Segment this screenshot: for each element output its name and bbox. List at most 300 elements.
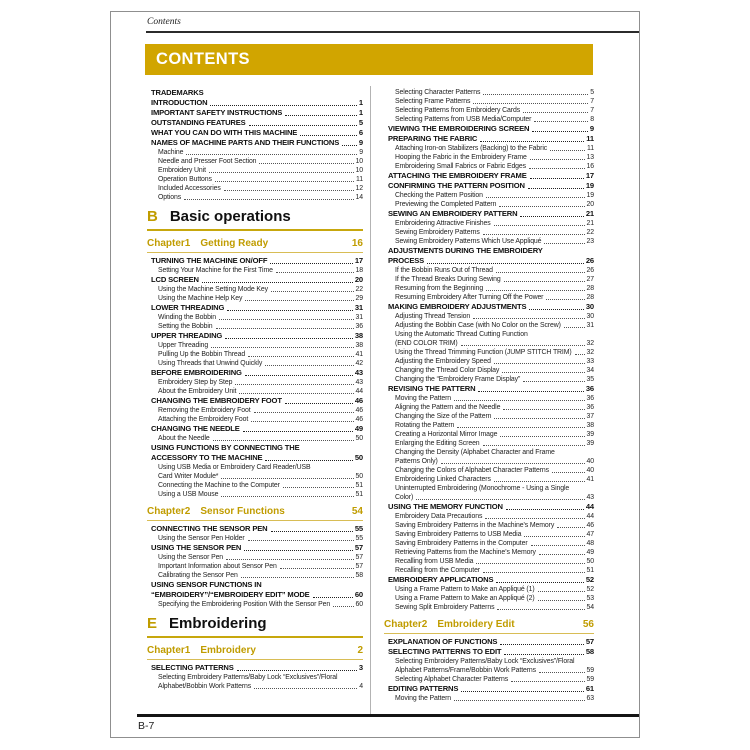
toc-sub-entry xyxy=(384,115,594,124)
toc-entry-row xyxy=(158,157,363,166)
toc-entry-row xyxy=(395,312,594,321)
toc-leader-dots xyxy=(227,310,353,311)
toc-entry-label: REVISING THE PATTERN xyxy=(388,384,476,393)
toc-sub-entry xyxy=(147,175,363,184)
toc-entry-row xyxy=(151,368,363,378)
toc-sub-entry xyxy=(384,275,594,284)
toc-page-number: 9 xyxy=(589,124,594,133)
toc-main-entry xyxy=(147,663,363,673)
toc-entry-label: BEFORE EMBROIDERING xyxy=(151,368,242,377)
toc-page-number: 46 xyxy=(355,407,363,414)
toc-entry-label: About the Embroidery Unit xyxy=(158,388,237,395)
toc-page-number: 10 xyxy=(355,158,363,165)
toc-sub-entry xyxy=(384,603,594,612)
toc-sub-entry xyxy=(384,657,594,675)
toc-entry-label: Specifying the Embroidering Position With the Sensor Pen xyxy=(158,601,331,608)
toc-entry-label: Aligning the Pattern and the Needle xyxy=(395,404,501,411)
toc-entry-row xyxy=(158,285,363,294)
toc-sub-entry xyxy=(384,466,594,475)
toc-page-number: 26 xyxy=(585,256,594,265)
toc-leader-dots xyxy=(575,354,585,355)
toc-page-number: 23 xyxy=(586,238,594,245)
toc-entry-label: Using a Frame Pattern to Make an Appliqué (1) xyxy=(395,586,535,593)
toc-leader-dots xyxy=(523,112,588,113)
toc-sub-entry xyxy=(147,415,363,424)
toc-entry-row xyxy=(395,512,594,521)
toc-entry-row xyxy=(388,647,594,657)
toc-page-number: 50 xyxy=(354,453,363,462)
toc-entry-label: Embroidering Small Fabrics or Fabric Edges xyxy=(395,163,526,170)
toc-sub-entry xyxy=(384,106,594,115)
toc-page-number: 26 xyxy=(586,267,594,274)
toc-sub-entry xyxy=(147,434,363,443)
chapter-page-number: 2 xyxy=(357,645,363,656)
toc-entry-line: USING SENSOR FUNCTIONS IN xyxy=(151,580,262,589)
toc-entry-label: Calibrating the Sensor Pen xyxy=(158,572,238,579)
toc-entry-label: Checking the Pattern Position xyxy=(395,192,483,199)
toc-leader-dots xyxy=(221,496,353,497)
toc-page-number: 37 xyxy=(586,413,594,420)
toc-page-number: 1 xyxy=(358,108,363,117)
toc-leader-dots xyxy=(502,372,584,373)
toc-page-number: 29 xyxy=(355,295,363,302)
toc-leader-dots xyxy=(496,582,583,583)
toc-entry-row xyxy=(158,481,363,490)
toc-leader-dots xyxy=(494,481,585,482)
toc-leader-dots xyxy=(473,103,588,104)
toc-leader-dots xyxy=(530,178,584,179)
toc-main-entry xyxy=(147,303,363,313)
toc-entry-row xyxy=(158,166,363,175)
toc-entry-row xyxy=(388,134,594,144)
toc-sub-entry xyxy=(147,193,363,202)
toc-entry-row xyxy=(158,387,363,396)
toc-sub-entry xyxy=(147,359,363,368)
toc-entry-label: Hooping the Fabric in the Embroidery Frame xyxy=(395,154,527,161)
toc-page-number: 38 xyxy=(354,331,363,340)
manual-page xyxy=(110,11,640,738)
toc-main-entry xyxy=(384,171,594,181)
toc-leader-dots xyxy=(271,531,353,532)
toc-entry-label: Resuming from the Beginning xyxy=(395,285,484,292)
toc-leader-dots xyxy=(485,518,584,519)
toc-leader-dots xyxy=(483,445,585,446)
toc-main-entry xyxy=(147,543,363,553)
toc-main-entry xyxy=(147,98,363,108)
toc-main-entry xyxy=(384,209,594,219)
toc-page-number: 21 xyxy=(586,220,594,227)
toc-entry-label: Moving the Pattern xyxy=(395,395,452,402)
toc-leader-dots xyxy=(478,391,583,392)
toc-sub-entry xyxy=(384,594,594,603)
toc-sub-entry xyxy=(147,463,363,481)
toc-leader-dots xyxy=(244,550,353,551)
toc-entry-label: Creating a Horizontal Mirror Image xyxy=(395,431,498,438)
toc-entry-label: Embroidering Attractive Finishes xyxy=(395,220,491,227)
toc-sub-entry xyxy=(384,266,594,275)
toc-page-number: 46 xyxy=(354,396,363,405)
toc-page-number: 54 xyxy=(586,604,594,611)
toc-sub-entry xyxy=(384,521,594,530)
toc-entry-row xyxy=(395,439,594,448)
toc-leader-dots xyxy=(457,427,584,428)
toc-page-number: 50 xyxy=(355,473,363,480)
toc-leader-dots xyxy=(524,536,584,537)
toc-entry-row xyxy=(151,396,363,406)
toc-entry-line: Using USB Media or Embroidery Card Reader/USB xyxy=(158,464,311,471)
toc-entry-row xyxy=(388,684,594,694)
toc-entry-label: Alphabet/Bobbin Work Patterns xyxy=(158,683,252,690)
toc-page-number: 36 xyxy=(586,404,594,411)
toc-entry-label: Color) xyxy=(395,494,414,501)
chapter-name: Chapter2 xyxy=(384,619,428,630)
toc-sub-entry xyxy=(384,330,594,348)
toc-page-number: 28 xyxy=(586,294,594,301)
toc-entry-row xyxy=(395,675,594,684)
toc-leader-dots xyxy=(221,478,353,479)
toc-entry-label: EXPLANATION OF FUNCTIONS xyxy=(388,637,498,646)
toc-entry-label: MAKING EMBROIDERY ADJUSTMENTS xyxy=(388,302,527,311)
toc-entry-row xyxy=(388,575,594,585)
toc-leader-dots xyxy=(213,440,354,441)
toc-main-entry xyxy=(384,134,594,144)
toc-main-entry xyxy=(147,108,363,118)
toc-leader-dots xyxy=(283,487,354,488)
toc-leader-dots xyxy=(531,545,585,546)
toc-main-entry xyxy=(147,524,363,534)
toc-leader-dots xyxy=(313,597,353,598)
toc-entry-label: Changing the Size of the Pattern xyxy=(395,413,492,420)
toc-leader-dots xyxy=(520,216,583,217)
toc-sub-entry xyxy=(384,512,594,521)
toc-entry-label: CHANGING THE EMBROIDERY FOOT xyxy=(151,396,282,405)
toc-entry-row xyxy=(395,219,594,228)
toc-entry-line: Using the Automatic Thread Cutting Function xyxy=(395,331,528,338)
toc-sub-entry xyxy=(384,394,594,403)
toc-main-entry xyxy=(147,256,363,266)
toc-entry-line: Selecting Embroidery Patterns/Baby Lock “Exclusives”/Floral xyxy=(158,674,338,681)
toc-leader-dots xyxy=(494,418,584,419)
toc-entry-row xyxy=(151,128,363,138)
toc-entry-row xyxy=(395,200,594,209)
toc-entry-label: Changing the Colors of Alphabet Character Patterns xyxy=(395,467,549,474)
toc-entry-row xyxy=(395,375,594,384)
toc-leader-dots xyxy=(506,509,584,510)
toc-main-entry xyxy=(147,396,363,406)
toc-entry-label: WHAT YOU CAN DO WITH THIS MACHINE xyxy=(151,128,298,137)
toc-page-number: 57 xyxy=(585,637,594,646)
toc-entry-row xyxy=(158,266,363,275)
toc-main-entry xyxy=(384,575,594,585)
toc-leader-dots xyxy=(210,105,357,106)
toc-entry-row xyxy=(158,434,363,443)
toc-entry-row xyxy=(395,339,594,348)
toc-entry-row xyxy=(158,193,363,202)
toc-entry-row xyxy=(388,256,594,266)
toc-leader-dots xyxy=(528,188,584,189)
toc-sub-entry xyxy=(147,184,363,193)
section-header xyxy=(147,208,363,231)
toc-entry-label: Retrieving Patterns from the Machine’s Memory xyxy=(395,549,536,556)
toc-page-number: 20 xyxy=(354,275,363,284)
toc-entry-label: Setting the Bobbin xyxy=(158,323,213,330)
toc-entry-label: If the Thread Breaks During Sewing xyxy=(395,276,501,283)
toc-page-number: 33 xyxy=(586,358,594,365)
toc-leader-dots xyxy=(539,554,585,555)
toc-page-number: 6 xyxy=(358,128,363,137)
toc-page-number: 9 xyxy=(358,138,363,147)
toc-entry-label: “EMBROIDERY”/“EMBROIDERY EDIT” MODE xyxy=(151,590,310,599)
toc-entry-label: Alphabet Patterns/Frame/Bobbin Work Patterns xyxy=(395,667,537,674)
toc-entry-row xyxy=(395,530,594,539)
toc-entry-row xyxy=(395,430,594,439)
toc-entry-row xyxy=(395,97,594,106)
toc-entry-row xyxy=(158,378,363,387)
toc-leader-dots xyxy=(497,609,584,610)
toc-page-number: 55 xyxy=(355,535,363,542)
toc-leader-dots xyxy=(184,199,353,200)
toc-leader-dots xyxy=(342,145,357,146)
toc-entry-row xyxy=(158,294,363,303)
toc-entry-row xyxy=(151,543,363,553)
footer-rule xyxy=(137,714,639,717)
toc-entry-label: Adjusting the Bobbin Case (with No Color on the Screw) xyxy=(395,322,561,329)
toc-page-number: 58 xyxy=(355,572,363,579)
toc-leader-dots xyxy=(511,681,584,682)
toc-page-number: 50 xyxy=(586,558,594,565)
chapter-header xyxy=(147,644,363,660)
toc-page-number: 40 xyxy=(586,467,594,474)
toc-page-number: 40 xyxy=(586,458,594,465)
toc-entry-row xyxy=(151,108,363,118)
toc-page-number: 13 xyxy=(586,154,594,161)
toc-entry-line: Uninterrupted Embroidering (Monochrome - Using a Single xyxy=(395,485,570,492)
toc-page-number: 30 xyxy=(586,313,594,320)
toc-entry-label: EMBROIDERY APPLICATIONS xyxy=(388,575,494,584)
toc-entry-line: ADJUSTMENTS DURING THE EMBROIDERY xyxy=(388,246,543,255)
toc-leader-dots xyxy=(216,328,354,329)
chapter-name: Chapter2 xyxy=(147,506,191,517)
toc-leader-dots xyxy=(483,234,585,235)
toc-page-number: 38 xyxy=(355,342,363,349)
toc-main-entry xyxy=(147,424,363,434)
toc-entry-row xyxy=(395,115,594,124)
toc-sub-entry xyxy=(147,378,363,387)
toc-sub-entry xyxy=(147,534,363,543)
toc-entry-row xyxy=(395,421,594,430)
toc-sub-entry xyxy=(384,144,594,153)
toc-page-number: 36 xyxy=(585,384,594,393)
toc-leader-dots xyxy=(245,300,353,301)
toc-entry-row xyxy=(395,266,594,275)
toc-leader-dots xyxy=(215,181,354,182)
chapter-page-number: 56 xyxy=(582,619,594,630)
toc-column-right xyxy=(384,88,594,703)
toc-entry-row xyxy=(158,148,363,157)
toc-entry-row xyxy=(395,403,594,412)
toc-entry-row xyxy=(158,350,363,359)
toc-sub-entry xyxy=(384,162,594,171)
toc-leader-dots xyxy=(504,281,585,282)
toc-leader-dots xyxy=(473,318,584,319)
toc-page-number: 30 xyxy=(585,302,594,311)
toc-leader-dots xyxy=(461,345,585,346)
toc-leader-dots xyxy=(538,591,585,592)
toc-leader-dots xyxy=(265,460,352,461)
page-number-label: B-7 xyxy=(138,720,155,732)
toc-entry-label: Needle and Presser Foot Section xyxy=(158,158,257,165)
toc-entry-label: Changing the “Embroidery Frame Display” xyxy=(395,376,521,383)
toc-page-number: 51 xyxy=(355,491,363,498)
toc-entry-row xyxy=(158,682,363,691)
toc-entry-label: PROCESS xyxy=(388,256,425,265)
toc-main-entry xyxy=(384,384,594,394)
toc-entry-row xyxy=(151,98,363,108)
toc-entry-row xyxy=(395,493,594,502)
toc-entry-row xyxy=(395,475,594,484)
toc-entry-label: Removing the Embroidery Foot xyxy=(158,407,251,414)
toc-entry-label: Using a USB Mouse xyxy=(158,491,219,498)
toc-entry-row xyxy=(395,585,594,594)
toc-main-entry xyxy=(384,302,594,312)
toc-leader-dots xyxy=(486,290,584,291)
toc-entry-label: TRADEMARKS xyxy=(151,88,204,97)
toc-sub-entry xyxy=(147,406,363,415)
toc-entry-label: Moving the Pattern xyxy=(395,695,452,702)
toc-sub-entry xyxy=(384,375,594,384)
toc-page-number: 7 xyxy=(590,98,594,105)
running-header: Contents xyxy=(147,17,181,27)
toc-entry-label: CHANGING THE NEEDLE xyxy=(151,424,240,433)
toc-page-number: 44 xyxy=(355,388,363,395)
chapter-header xyxy=(147,237,363,253)
toc-page-number: 10 xyxy=(355,167,363,174)
toc-entry-row xyxy=(395,88,594,97)
toc-leader-dots xyxy=(441,463,585,464)
toc-main-entry xyxy=(147,275,363,285)
toc-entry-row xyxy=(395,321,594,330)
toc-entry-row xyxy=(395,293,594,302)
toc-page-number: 32 xyxy=(586,349,594,356)
toc-entry-row xyxy=(395,694,594,703)
toc-page-number: 51 xyxy=(355,482,363,489)
toc-entry-label: Card Writer Module* xyxy=(158,473,219,480)
toc-leader-dots xyxy=(454,400,584,401)
toc-page-number: 50 xyxy=(355,435,363,442)
toc-leader-dots xyxy=(483,94,588,95)
toc-main-entry xyxy=(384,246,594,266)
toc-main-entry xyxy=(147,580,363,600)
toc-entry-row xyxy=(388,171,594,181)
toc-leader-dots xyxy=(226,559,353,560)
toc-page-number: 20 xyxy=(586,201,594,208)
toc-sub-entry xyxy=(384,191,594,200)
toc-entry-label: Patterns Only) xyxy=(395,458,438,465)
toc-entry-row xyxy=(395,594,594,603)
toc-page-number: 51 xyxy=(586,567,594,574)
toc-page-number: 57 xyxy=(355,554,363,561)
toc-leader-dots xyxy=(249,125,357,126)
toc-sub-entry xyxy=(384,228,594,237)
toc-entry-label: Sewing Split Embroidery Patterns xyxy=(395,604,495,611)
toc-page-number: 5 xyxy=(590,89,594,96)
toc-sub-entry xyxy=(147,148,363,157)
toc-page-number: 35 xyxy=(586,376,594,383)
toc-leader-dots xyxy=(523,381,584,382)
toc-leader-dots xyxy=(461,691,584,692)
toc-leader-dots xyxy=(280,568,354,569)
toc-leader-dots xyxy=(241,577,354,578)
toc-sub-entry xyxy=(384,421,594,430)
toc-sub-entry xyxy=(384,284,594,293)
toc-page-number: 21 xyxy=(585,209,594,218)
toc-entry-label: Previewing the Completed Pattern xyxy=(395,201,497,208)
toc-leader-dots xyxy=(546,299,584,300)
toc-entry-label: Using the Machine Help Key xyxy=(158,295,243,302)
toc-entry-label: VIEWING THE EMBROIDERING SCREEN xyxy=(388,124,530,133)
toc-entry-label: Winding the Bobbin xyxy=(158,314,216,321)
toc-page-number: 57 xyxy=(355,563,363,570)
section-letter: B xyxy=(147,208,158,225)
toc-entry-row xyxy=(151,256,363,266)
toc-entry-row xyxy=(151,118,363,128)
toc-entry-label: Using the Sensor Pen Holder xyxy=(158,535,245,542)
chapter-name: Chapter1 xyxy=(147,645,191,656)
toc-page-number: 12 xyxy=(355,185,363,192)
toc-entry-row xyxy=(151,424,363,434)
toc-page-number: 58 xyxy=(585,647,594,656)
toc-main-entry xyxy=(384,502,594,512)
toc-page-number: 47 xyxy=(586,531,594,538)
toc-entry-row xyxy=(151,303,363,313)
toc-entry-label: Machine xyxy=(158,149,184,156)
contents-banner: CONTENTS xyxy=(145,44,593,75)
toc-sub-entry xyxy=(384,153,594,162)
toc-entry-label: Embroidery Data Precautions xyxy=(395,513,483,520)
toc-sub-entry xyxy=(147,490,363,499)
toc-sub-entry xyxy=(384,430,594,439)
toc-leader-dots xyxy=(209,172,354,173)
toc-entry-row xyxy=(395,521,594,530)
toc-leader-dots xyxy=(239,393,353,394)
toc-sub-entry xyxy=(147,294,363,303)
toc-entry-row xyxy=(151,524,363,534)
toc-entry-row xyxy=(395,466,594,475)
chapter-page-number: 16 xyxy=(351,238,363,249)
toc-sub-entry xyxy=(384,448,594,466)
toc-entry-label: PREPARING THE FABRIC xyxy=(388,134,478,143)
toc-leader-dots xyxy=(564,327,585,328)
chapter-header xyxy=(384,618,594,634)
toc-entry-row xyxy=(151,88,363,98)
toc-entry-row xyxy=(388,124,594,134)
toc-page-number: 31 xyxy=(355,314,363,321)
toc-leader-dots xyxy=(529,168,585,169)
toc-sub-entry xyxy=(384,530,594,539)
toc-sub-entry xyxy=(384,484,594,502)
toc-main-entry xyxy=(147,368,363,378)
toc-page-number: 43 xyxy=(355,379,363,386)
toc-page-number: 49 xyxy=(586,549,594,556)
toc-sub-entry xyxy=(147,553,363,562)
toc-entry-label: If the Bobbin Runs Out of Thread xyxy=(395,267,493,274)
toc-entry-row xyxy=(158,359,363,368)
toc-entry-row xyxy=(158,341,363,350)
toc-entry-label: ACCESSORY TO THE MACHINE xyxy=(151,453,263,462)
toc-entry-label: Enlarging the Editing Screen xyxy=(395,440,480,447)
toc-entry-row xyxy=(395,412,594,421)
toc-page-number: 41 xyxy=(586,476,594,483)
